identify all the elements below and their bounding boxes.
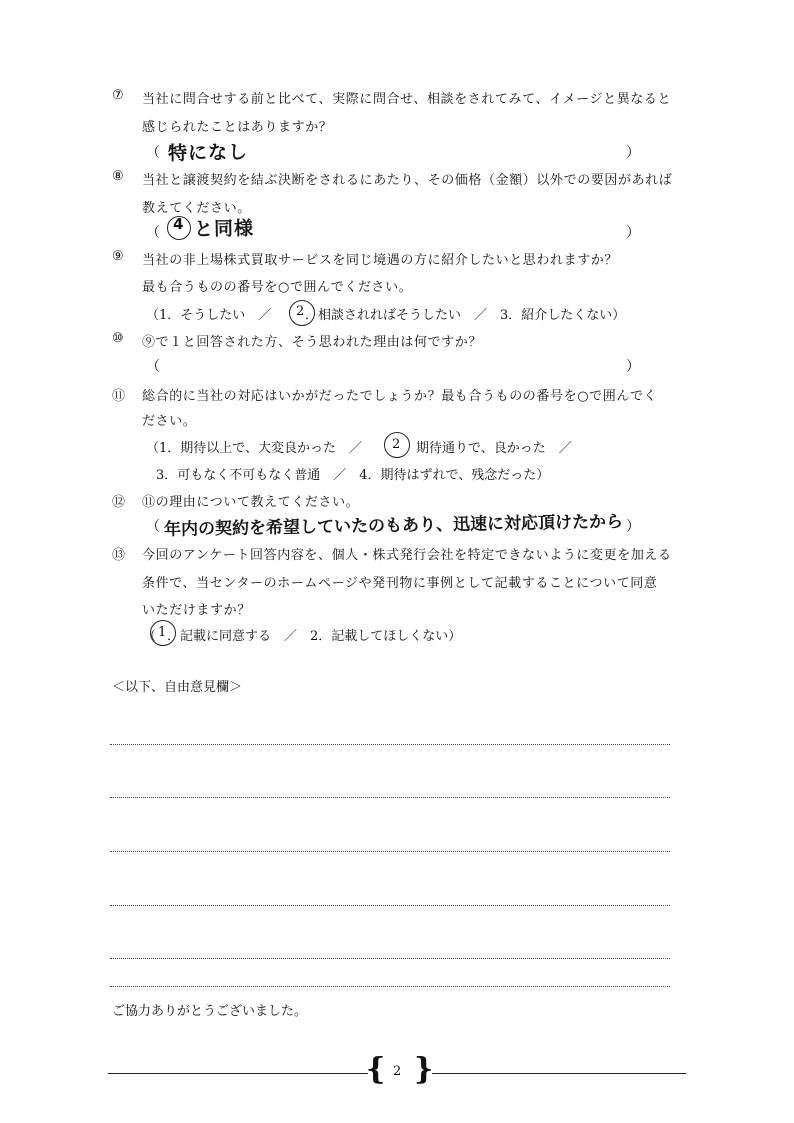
q11-number: ⑪ bbox=[112, 389, 126, 404]
footer-rule-right bbox=[432, 1073, 686, 1074]
q10-paren-close: ） bbox=[626, 359, 640, 375]
q13-text-line3: いただけますか？ bbox=[142, 603, 251, 618]
q12-handwritten-answer: 年内の契約を希望していたのもあり、迅速に対応頂けたから bbox=[163, 511, 624, 541]
q10-text-line1: ⑨で１と回答された方、そう思われた理由は何ですか？ bbox=[142, 335, 483, 350]
q8-paren-open: （ bbox=[146, 225, 160, 241]
q12-text-line1: ⑪の理由について教えてください。 bbox=[142, 495, 360, 510]
q7-paren-close: ） bbox=[626, 145, 640, 161]
q8-number: ⑧ bbox=[112, 169, 124, 184]
q8-text-line2: 教えてください。 bbox=[142, 201, 251, 216]
q11-option-2: 期待通りで、良かった ／ bbox=[416, 441, 572, 456]
page-number-brace-right: } bbox=[414, 1052, 434, 1087]
q13-options: ．記載に同意する ／ 2．記載してほしくない） bbox=[167, 629, 462, 644]
q11-option-2-number: 2 bbox=[392, 437, 401, 452]
comment-line bbox=[110, 986, 670, 987]
q8-handwritten-answer: と同様 bbox=[193, 217, 255, 241]
page-number-brace-left: { bbox=[366, 1052, 386, 1087]
comment-line bbox=[110, 797, 670, 798]
comment-line bbox=[110, 744, 670, 745]
q10-paren-open: （ bbox=[146, 359, 160, 375]
q9-option-1: （1．そうしたい ／ bbox=[146, 308, 272, 323]
q7-paren-open: （ bbox=[146, 145, 160, 161]
q8-handwritten-ref: 4 bbox=[172, 214, 185, 234]
comment-line bbox=[110, 958, 670, 959]
comment-line bbox=[110, 851, 670, 852]
q13-text-line1: 今回のアンケート回答内容を、個人・株式発行会社を特定できないように変更を加える bbox=[142, 548, 672, 563]
q11-option-3-4: 3．可もなく不可もなく普通 ／ 4．期待はずれで、残念だった） bbox=[156, 468, 550, 483]
q7-text-line1: 当社に問合せする前と比べて、実際に問合せ、相談をされてみて、イメージと異なると bbox=[142, 92, 672, 107]
q13-option-1-number: 1 bbox=[158, 625, 167, 640]
q7-number: ⑦ bbox=[112, 88, 124, 103]
q8-text-line1: 当社と譲渡契約を結ぶ決断をされるにあたり、その価格（金額）以外での要因があれば bbox=[142, 173, 673, 188]
q11-text-line1: 総合的に当社の対応はいかがだったでしょうか？最も合うものの番号を○で囲んでく bbox=[142, 389, 658, 404]
q7-handwritten-answer: 特になし bbox=[167, 141, 249, 165]
comment-line bbox=[110, 905, 670, 906]
q7-text-line2: 感じられたことはありますか？ bbox=[142, 120, 333, 135]
q11-option-1: （1．期待以上で、大変良かった ／ bbox=[146, 441, 363, 456]
q9-option-2-and-3: ．相談されればそうしたい ／ 3．紹介したくない） bbox=[305, 308, 626, 323]
free-comment-heading: ＜以下、自由意見欄＞ bbox=[112, 680, 243, 695]
q13-number: ⑬ bbox=[112, 548, 126, 563]
q12-paren-close: ） bbox=[626, 519, 640, 535]
footer-rule-left bbox=[108, 1073, 368, 1074]
q9-text-line2: 最も合うものの番号を○で囲んでください。 bbox=[142, 280, 413, 295]
thanks-message: ご協力ありがとうございました。 bbox=[112, 1004, 308, 1019]
q9-option-2-number: 2 bbox=[296, 304, 305, 319]
page-number: 2 bbox=[393, 1064, 402, 1079]
q12-paren-open: （ bbox=[146, 519, 160, 535]
q13-paren-open: （ bbox=[143, 629, 157, 644]
q13-text-line2: 条件で、当センターのホームページや発刊物に事例として記載することについて同意 bbox=[142, 576, 658, 591]
q12-number: ⑫ bbox=[112, 495, 126, 510]
q9-text-line1: 当社の非上場株式買取サービスを同じ境遇の方に紹介したいと思われますか？ bbox=[142, 253, 619, 268]
q11-text-line2: ださい。 bbox=[142, 414, 197, 429]
q9-number: ⑨ bbox=[112, 249, 124, 264]
q8-paren-close: ） bbox=[626, 225, 640, 241]
q10-number: ⑩ bbox=[112, 331, 124, 346]
